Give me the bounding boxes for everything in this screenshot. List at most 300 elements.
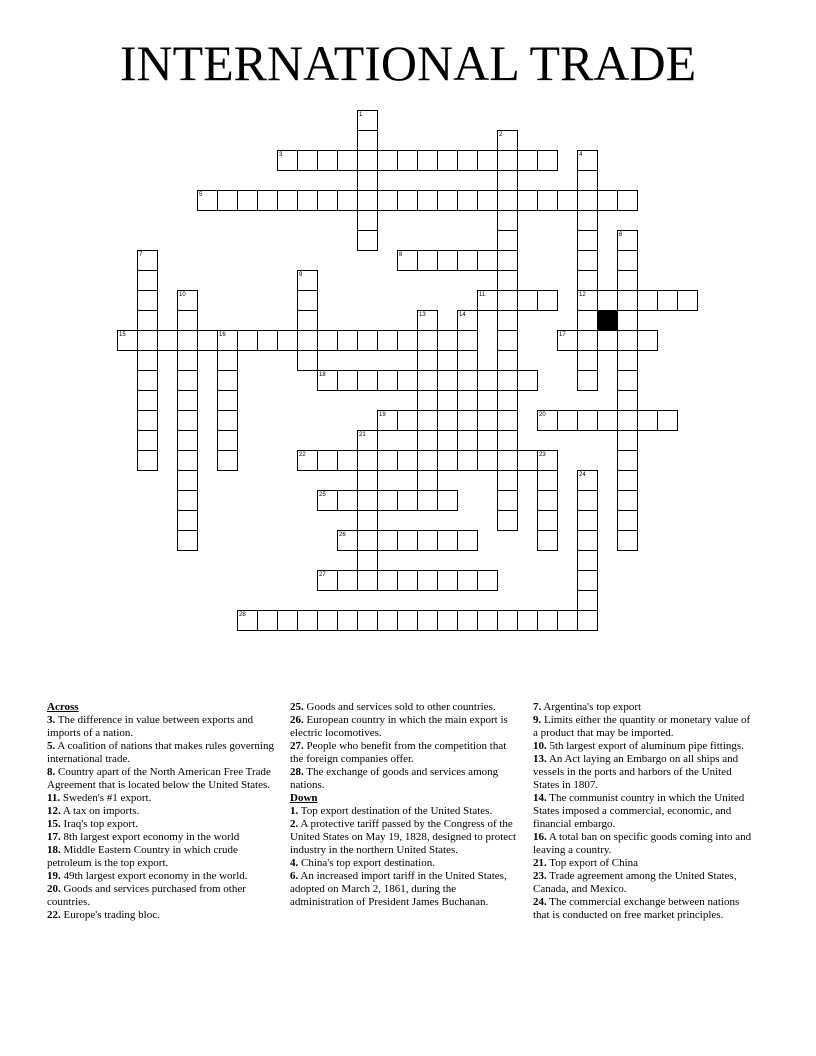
grid-cell[interactable] xyxy=(417,350,438,371)
grid-cell[interactable] xyxy=(537,190,558,211)
clue-number: 14 xyxy=(459,312,466,318)
clue-number-label: 8. xyxy=(47,766,56,778)
grid-cell[interactable] xyxy=(497,370,518,391)
clue xyxy=(533,896,755,922)
grid-cell[interactable] xyxy=(297,330,318,351)
grid-cell[interactable] xyxy=(577,570,598,591)
grid-cell[interactable] xyxy=(377,370,398,391)
grid-cell[interactable] xyxy=(257,190,278,211)
grid-cell[interactable] xyxy=(437,330,458,351)
grid-cell[interactable] xyxy=(137,390,158,411)
grid-cell[interactable] xyxy=(637,290,658,311)
grid-cell[interactable] xyxy=(517,190,538,211)
grid-cell[interactable] xyxy=(497,170,518,191)
grid-cell[interactable] xyxy=(437,250,458,271)
grid-cell[interactable] xyxy=(257,330,278,351)
clue xyxy=(47,740,275,766)
grid-cell[interactable] xyxy=(417,610,438,631)
grid-cell[interactable] xyxy=(517,610,538,631)
clue-number-label: 25. xyxy=(290,701,304,713)
grid-cell[interactable] xyxy=(437,530,458,551)
grid-cell[interactable] xyxy=(437,570,458,591)
grid-cell[interactable] xyxy=(417,190,438,211)
clue-number-label: 5. xyxy=(47,740,56,752)
grid-cell[interactable] xyxy=(377,610,398,631)
grid-cell[interactable] xyxy=(177,450,198,471)
clue xyxy=(533,753,755,792)
grid-cell[interactable] xyxy=(277,190,298,211)
grid-cell[interactable] xyxy=(577,550,598,571)
grid-cell[interactable] xyxy=(437,150,458,171)
grid-cell[interactable] xyxy=(137,410,158,431)
grid-cell[interactable] xyxy=(457,610,478,631)
grid-cell[interactable] xyxy=(617,270,638,291)
grid-cell[interactable] xyxy=(137,350,158,371)
grid-cell[interactable] xyxy=(597,290,618,311)
grid-cell[interactable] xyxy=(597,190,618,211)
grid-cell[interactable] xyxy=(497,210,518,231)
clue-number-label: 11. xyxy=(47,792,61,804)
grid-cell[interactable] xyxy=(137,330,158,351)
clue-number: 19 xyxy=(379,412,386,418)
grid-cell[interactable] xyxy=(637,330,658,351)
grid-cell[interactable] xyxy=(537,470,558,491)
grid-cell[interactable] xyxy=(177,350,198,371)
grid-cell[interactable] xyxy=(397,530,418,551)
down-clue-list xyxy=(290,805,522,909)
grid-cell[interactable] xyxy=(357,490,378,511)
grid-cell[interactable] xyxy=(177,370,198,391)
clue-number-label: 3. xyxy=(47,714,56,726)
grid-cell[interactable] xyxy=(617,490,638,511)
grid-cell[interactable] xyxy=(177,310,198,331)
grid-cell[interactable] xyxy=(397,150,418,171)
grid-cell[interactable] xyxy=(397,370,418,391)
clue-text: Middle Eastern Country in which crude petroleum is the top export. xyxy=(47,844,238,869)
clue-number: 15 xyxy=(119,332,126,338)
grid-cell[interactable] xyxy=(157,330,178,351)
clue-number-label: 16. xyxy=(533,831,547,843)
grid-cell[interactable] xyxy=(377,330,398,351)
clue-number: 2 xyxy=(499,132,503,138)
clue-number: 22 xyxy=(299,452,306,458)
grid-cell[interactable] xyxy=(477,610,498,631)
grid-cell[interactable] xyxy=(617,530,638,551)
clue-number: 10 xyxy=(179,292,186,298)
across-heading: Across xyxy=(47,701,79,713)
grid-cell[interactable] xyxy=(357,170,378,191)
grid-cell[interactable] xyxy=(137,290,158,311)
clue-number-label: 10. xyxy=(533,740,547,752)
grid-cell[interactable] xyxy=(377,490,398,511)
grid-cell[interactable] xyxy=(177,490,198,511)
grid-cell[interactable] xyxy=(497,350,518,371)
grid-cell[interactable] xyxy=(497,270,518,291)
grid-cell[interactable] xyxy=(577,170,598,191)
grid-cell[interactable] xyxy=(217,370,238,391)
grid-cell[interactable] xyxy=(137,450,158,471)
clue-text: Top export destination of the United States. xyxy=(298,805,493,817)
grid-cell[interactable] xyxy=(577,410,598,431)
grid-cell[interactable] xyxy=(557,610,578,631)
grid-cell[interactable] xyxy=(177,430,198,451)
grid-cell[interactable] xyxy=(457,350,478,371)
grid-cell[interactable] xyxy=(497,230,518,251)
clue xyxy=(47,818,275,831)
clue-number: 13 xyxy=(419,312,426,318)
grid-cell[interactable] xyxy=(417,330,438,351)
grid-cell[interactable] xyxy=(357,130,378,151)
grid-cell[interactable] xyxy=(217,190,238,211)
clue-text: Argentina's top export xyxy=(541,701,642,713)
grid-cell[interactable] xyxy=(557,190,578,211)
grid-cell[interactable] xyxy=(457,370,478,391)
grid-cell[interactable] xyxy=(577,610,598,631)
grid-cell[interactable] xyxy=(417,450,438,471)
grid-cell[interactable] xyxy=(457,330,478,351)
grid-cell[interactable] xyxy=(217,350,238,371)
grid-cell[interactable] xyxy=(577,590,598,611)
grid-cell[interactable] xyxy=(337,570,358,591)
grid-cell[interactable] xyxy=(417,370,438,391)
clue xyxy=(533,740,755,753)
clue-number: 8 xyxy=(399,252,403,258)
grid-cell[interactable] xyxy=(577,230,598,251)
grid-cell[interactable] xyxy=(497,470,518,491)
clue-number: 26 xyxy=(339,532,346,538)
grid-cell[interactable] xyxy=(397,330,418,351)
across-clue-list-cont xyxy=(290,701,522,792)
grid-cell[interactable] xyxy=(317,610,338,631)
grid-cell[interactable] xyxy=(617,290,638,311)
grid-cell[interactable] xyxy=(417,490,438,511)
grid-cell[interactable] xyxy=(577,490,598,511)
grid-cell[interactable] xyxy=(537,530,558,551)
grid-cell[interactable] xyxy=(477,450,498,471)
grid-cell[interactable] xyxy=(177,390,198,411)
grid-cell[interactable] xyxy=(217,430,238,451)
grid-cell[interactable] xyxy=(437,190,458,211)
grid-cell[interactable] xyxy=(517,290,538,311)
clue xyxy=(290,714,522,740)
clue xyxy=(47,714,275,740)
grid-cell[interactable] xyxy=(357,470,378,491)
grid-cell[interactable] xyxy=(417,430,438,451)
grid-cell[interactable] xyxy=(177,510,198,531)
grid-cell[interactable] xyxy=(357,190,378,211)
clue xyxy=(533,701,755,714)
clue-number-label: 14. xyxy=(533,792,547,804)
clue xyxy=(290,818,522,857)
grid-cell[interactable] xyxy=(497,290,518,311)
grid-cell[interactable] xyxy=(417,410,438,431)
grid-cell[interactable] xyxy=(397,190,418,211)
grid-cell[interactable] xyxy=(617,470,638,491)
grid-cell[interactable] xyxy=(617,410,638,431)
clue-text: Goods and services sold to other countries. xyxy=(303,701,496,713)
grid-cell[interactable] xyxy=(317,150,338,171)
grid-cell[interactable] xyxy=(357,510,378,531)
grid-cell[interactable] xyxy=(617,350,638,371)
clue-number-label: 24. xyxy=(533,896,547,908)
clue xyxy=(290,740,522,766)
grid-cell[interactable] xyxy=(617,430,638,451)
grid-cell[interactable] xyxy=(497,250,518,271)
grid-cell[interactable] xyxy=(437,610,458,631)
clue-text: Limits either the quantity or monetary value of a product that may be imported. xyxy=(533,714,751,739)
down-clue-list-cont xyxy=(533,701,755,922)
clue xyxy=(290,805,522,818)
clue xyxy=(533,831,755,857)
grid-cell[interactable] xyxy=(337,190,358,211)
grid-cell[interactable] xyxy=(617,330,638,351)
grid-cell[interactable] xyxy=(177,530,198,551)
grid-cell[interactable] xyxy=(377,150,398,171)
grid-cell[interactable] xyxy=(497,410,518,431)
grid-cell[interactable] xyxy=(457,150,478,171)
grid-cell[interactable] xyxy=(417,390,438,411)
grid-black-square xyxy=(597,310,618,331)
grid-cell[interactable] xyxy=(437,410,458,431)
clue xyxy=(47,831,275,844)
grid-cell[interactable] xyxy=(137,270,158,291)
grid-cell[interactable] xyxy=(357,230,378,251)
clue-text: The difference in value between exports and imports of a nation. xyxy=(47,714,254,739)
grid-cell[interactable] xyxy=(657,410,678,431)
grid-cell[interactable] xyxy=(357,370,378,391)
clue-text: Europe's trading bloc. xyxy=(60,909,160,921)
grid-cell[interactable] xyxy=(537,610,558,631)
grid-cell[interactable] xyxy=(577,250,598,271)
grid-cell[interactable] xyxy=(497,450,518,471)
grid-cell[interactable] xyxy=(477,410,498,431)
clue xyxy=(533,857,755,870)
grid-cell[interactable] xyxy=(357,550,378,571)
grid-cell[interactable] xyxy=(377,530,398,551)
grid-cell[interactable] xyxy=(377,450,398,471)
grid-cell[interactable] xyxy=(277,610,298,631)
clue-text: European country in which the main export is electric locomotives. xyxy=(290,714,508,739)
grid-cell[interactable] xyxy=(617,510,638,531)
grid-cell[interactable] xyxy=(597,410,618,431)
grid-cell[interactable] xyxy=(457,570,478,591)
clue-number-label: 1. xyxy=(290,805,299,817)
grid-cell[interactable] xyxy=(577,270,598,291)
grid-cell[interactable] xyxy=(137,430,158,451)
grid-cell[interactable] xyxy=(197,330,218,351)
grid-cell[interactable] xyxy=(417,530,438,551)
clue-text: An Act laying an Embargo on all ships and vessels in the ports and harbors of the United States in 1807. xyxy=(533,753,739,791)
grid-cell[interactable] xyxy=(457,250,478,271)
clue-number-label: 19. xyxy=(47,870,61,882)
grid-cell[interactable] xyxy=(537,150,558,171)
clue-number: 28 xyxy=(239,612,246,618)
grid-cell[interactable] xyxy=(217,390,238,411)
grid-cell[interactable] xyxy=(537,510,558,531)
grid-cell[interactable] xyxy=(357,570,378,591)
grid-cell[interactable] xyxy=(497,390,518,411)
clue-text: Sweden's #1 export. xyxy=(60,792,152,804)
clue xyxy=(47,883,275,909)
grid-cell[interactable] xyxy=(337,490,358,511)
grid-cell[interactable] xyxy=(477,250,498,271)
grid-cell[interactable] xyxy=(637,410,658,431)
grid-cell[interactable] xyxy=(517,370,538,391)
grid-cell[interactable] xyxy=(537,490,558,511)
grid-cell[interactable] xyxy=(137,370,158,391)
clue-number: 11 xyxy=(479,292,486,298)
clue-number: 1 xyxy=(359,112,363,118)
clue-number-label: 9. xyxy=(533,714,542,726)
grid-cell[interactable] xyxy=(437,370,458,391)
grid-cell[interactable] xyxy=(237,330,258,351)
grid-cell[interactable] xyxy=(397,570,418,591)
clue xyxy=(290,870,522,909)
clue-text: China's top export destination. xyxy=(298,857,435,869)
grid-cell[interactable] xyxy=(437,490,458,511)
grid-cell[interactable] xyxy=(297,190,318,211)
grid-cell[interactable] xyxy=(357,150,378,171)
grid-cell[interactable] xyxy=(477,370,498,391)
clue xyxy=(47,805,275,818)
grid-cell[interactable] xyxy=(497,510,518,531)
grid-cell[interactable] xyxy=(577,210,598,231)
clue-number: 16 xyxy=(219,332,226,338)
grid-cell[interactable] xyxy=(177,330,198,351)
grid-cell[interactable] xyxy=(577,530,598,551)
grid-cell[interactable] xyxy=(417,250,438,271)
grid-cell[interactable] xyxy=(457,430,478,451)
grid-cell[interactable] xyxy=(417,470,438,491)
grid-cell[interactable] xyxy=(177,410,198,431)
clue-number-label: 23. xyxy=(533,870,547,882)
grid-cell[interactable] xyxy=(577,190,598,211)
clue-number-label: 13. xyxy=(533,753,547,765)
grid-cell[interactable] xyxy=(337,150,358,171)
grid-cell[interactable] xyxy=(317,450,338,471)
grid-cell[interactable] xyxy=(297,150,318,171)
grid-cell[interactable] xyxy=(477,150,498,171)
clue-number: 23 xyxy=(539,452,546,458)
grid-cell[interactable] xyxy=(497,610,518,631)
grid-cell[interactable] xyxy=(177,470,198,491)
grid-cell[interactable] xyxy=(217,450,238,471)
grid-cell[interactable] xyxy=(497,330,518,351)
grid-cell[interactable] xyxy=(657,290,678,311)
grid-cell[interactable] xyxy=(297,350,318,371)
grid-cell[interactable] xyxy=(497,310,518,331)
grid-cell[interactable] xyxy=(357,450,378,471)
grid-cell[interactable] xyxy=(577,510,598,531)
grid-cell[interactable] xyxy=(577,370,598,391)
grid-cell[interactable] xyxy=(517,150,538,171)
grid-cell[interactable] xyxy=(617,310,638,331)
grid-cell[interactable] xyxy=(557,410,578,431)
clue xyxy=(47,792,275,805)
grid-cell[interactable] xyxy=(477,190,498,211)
grid-cell[interactable] xyxy=(497,150,518,171)
clue xyxy=(533,870,755,896)
grid-cell[interactable] xyxy=(457,410,478,431)
clue-number-label: 18. xyxy=(47,844,61,856)
grid-cell[interactable] xyxy=(397,410,418,431)
grid-cell[interactable] xyxy=(397,490,418,511)
clue-number: 18 xyxy=(319,372,326,378)
grid-cell[interactable] xyxy=(517,450,538,471)
grid-cell[interactable] xyxy=(417,570,438,591)
clue-number-label: 21. xyxy=(533,857,547,869)
grid-cell[interactable] xyxy=(357,330,378,351)
grid-cell[interactable] xyxy=(617,370,638,391)
grid-cell[interactable] xyxy=(357,210,378,231)
clue-text: 5th largest export of aluminum pipe fittings. xyxy=(546,740,744,752)
grid-cell[interactable] xyxy=(577,330,598,351)
grid-cell[interactable] xyxy=(337,450,358,471)
grid-cell[interactable] xyxy=(337,330,358,351)
grid-cell[interactable] xyxy=(397,450,418,471)
grid-cell[interactable] xyxy=(457,190,478,211)
grid-cell[interactable] xyxy=(537,290,558,311)
clue-text: Top export of China xyxy=(546,857,639,869)
grid-cell[interactable] xyxy=(497,190,518,211)
grid-cell[interactable] xyxy=(337,370,358,391)
grid-cell[interactable] xyxy=(457,530,478,551)
clue-number-label: 20. xyxy=(47,883,61,895)
grid-cell[interactable] xyxy=(377,190,398,211)
clue xyxy=(290,701,522,714)
clue-number-label: 22. xyxy=(47,909,61,921)
grid-cell[interactable] xyxy=(337,610,358,631)
grid-cell[interactable] xyxy=(617,190,638,211)
grid-cell[interactable] xyxy=(477,570,498,591)
grid-cell[interactable] xyxy=(617,250,638,271)
grid-cell[interactable] xyxy=(217,410,238,431)
grid-cell[interactable] xyxy=(437,450,458,471)
grid-cell[interactable] xyxy=(277,330,298,351)
grid-cell[interactable] xyxy=(297,290,318,311)
grid-cell[interactable] xyxy=(297,310,318,331)
grid-cell[interactable] xyxy=(577,310,598,331)
clue-number: 5 xyxy=(199,192,203,198)
grid-cell[interactable] xyxy=(577,350,598,371)
grid-cell[interactable] xyxy=(677,290,698,311)
grid-cell[interactable] xyxy=(397,610,418,631)
grid-cell[interactable] xyxy=(617,450,638,471)
clue xyxy=(290,857,522,870)
grid-cell[interactable] xyxy=(617,390,638,411)
grid-cell[interactable] xyxy=(597,330,618,351)
grid-cell[interactable] xyxy=(357,530,378,551)
grid-cell[interactable] xyxy=(257,610,278,631)
grid-cell[interactable] xyxy=(137,310,158,331)
grid-cell[interactable] xyxy=(417,150,438,171)
grid-cell[interactable] xyxy=(457,450,478,471)
clue-number-label: 28. xyxy=(290,766,304,778)
grid-cell[interactable] xyxy=(317,330,338,351)
grid-cell[interactable] xyxy=(377,570,398,591)
clues-column-1 xyxy=(47,701,275,922)
grid-cell[interactable] xyxy=(297,610,318,631)
clue xyxy=(47,844,275,870)
grid-cell[interactable] xyxy=(237,190,258,211)
grid-cell[interactable] xyxy=(317,190,338,211)
grid-cell[interactable] xyxy=(497,490,518,511)
grid-cell[interactable] xyxy=(457,390,478,411)
grid-cell[interactable] xyxy=(357,610,378,631)
clue-text: A protective tariff passed by the Congress of the United States on May 19, 1828, designed to protect industry in the northern United States. xyxy=(290,818,517,856)
clue xyxy=(47,766,275,792)
grid-cell[interactable] xyxy=(497,430,518,451)
